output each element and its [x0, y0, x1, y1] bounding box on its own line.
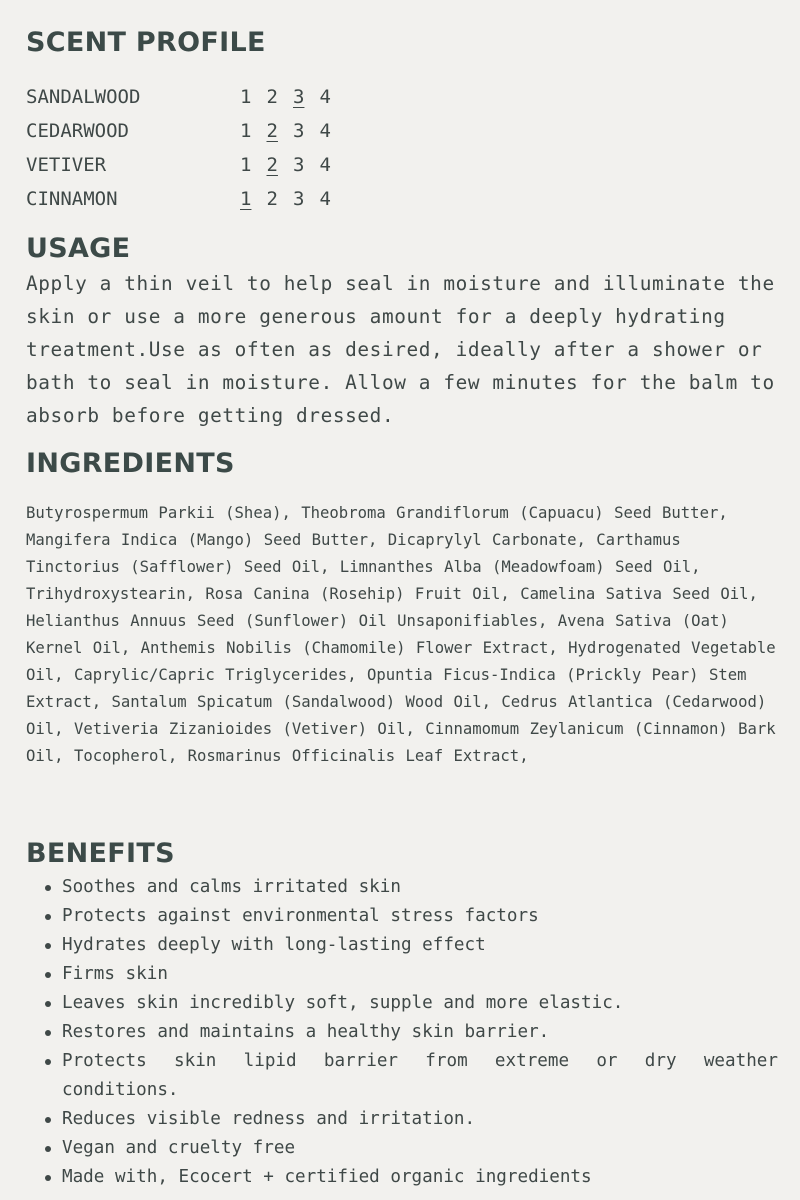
benefit-item: Hydrates deeply with long-lasting effect	[62, 931, 778, 960]
scent-name: CINNAMON	[26, 188, 118, 210]
scent-level: 2	[266, 120, 278, 142]
benefit-item: Protects against environmental stress factors	[62, 902, 778, 931]
scent-intensity-scale	[240, 188, 346, 210]
benefit-item: Protects skin lipid barrier from extreme or dry weather conditions.	[62, 1047, 778, 1105]
scent-level: 1	[240, 154, 252, 176]
scent-name: VETIVER	[26, 154, 107, 176]
benefit-item: Soothes and calms irritated skin	[62, 873, 778, 902]
scent-intensity-scale	[240, 120, 346, 142]
scent-intensity-scale	[240, 154, 346, 176]
ingredients-text: Butyrospermum Parkii (Shea), Theobroma Grandiflorum (Capuacu) Seed Butter, Mangifera Indica (Mango) Seed Butter, Dicaprylyl Carbonate, Carthamus Tinctorius (Safflower) Seed Oil, Limnanthes Alba (Meadowfoam) Seed Oil, Trihydroxystearin, Rosa Canina (Rosehip) Fruit Oil, Camelina Sativa Seed Oil, Helianthus Annuus Seed (Sunflower) Oil Unsaponifiables, Avena Sativa (Oat) Kernel Oil, Anthemis Nobilis (Chamomile) Flower Extract, Hydrogenated Vegetable Oil, Caprylic/Capric Triglycerides, Opuntia Ficus-Indica (Prickly Pear) Stem Extract, Santalum Spicatum (Sandalwood) Wood Oil, Cedrus Atlantica (Cedarwood) Oil, Vetiveria Zizanioides (Vetiver) Oil, Cinnamomum Zeylanicum (Cinnamon) Bark Oil, Tocopherol, Rosmarinus Officinalis Leaf Extract,	[26, 504, 776, 765]
scent-name: CEDARWOOD	[26, 120, 129, 142]
scent-level: 2	[266, 154, 278, 176]
scent-level: 1	[240, 86, 252, 108]
scent-level: 3	[293, 188, 305, 210]
benefits-heading: BENEFITS	[26, 838, 175, 869]
scent-level: 4	[319, 120, 331, 142]
benefit-item: Vegan and cruelty free	[62, 1134, 778, 1163]
scent-profile-heading: SCENT PROFILE	[26, 27, 266, 58]
scent-level: 3	[293, 86, 305, 108]
scent-level: 1	[240, 120, 252, 142]
scent-level: 3	[293, 120, 305, 142]
scent-row	[26, 80, 346, 114]
scent-name: SANDALWOOD	[26, 86, 141, 108]
scent-level: 2	[266, 86, 278, 108]
scent-row	[26, 148, 346, 182]
scent-level: 4	[319, 86, 331, 108]
scent-level: 3	[293, 154, 305, 176]
benefit-item: Leaves skin incredibly soft, supple and more elastic.	[62, 989, 778, 1018]
usage-heading: USAGE	[26, 233, 131, 264]
benefits-list	[26, 873, 778, 1192]
benefit-item: Firms skin	[62, 960, 778, 989]
benefit-item: Restores and maintains a healthy skin barrier.	[62, 1018, 778, 1047]
scent-profile-table	[26, 80, 346, 216]
scent-row	[26, 182, 346, 216]
scent-level: 4	[319, 154, 331, 176]
scent-intensity-scale	[240, 86, 346, 108]
scent-level: 1	[240, 188, 252, 210]
scent-level: 2	[266, 188, 278, 210]
usage-text: Apply a thin veil to help seal in moisture and illuminate the skin or use a more generous amount for a deeply hydrating treatment.Use as often as desired, ideally after a shower or bath to seal in moisture. Allow a few minutes for the balm to absorb before getting dressed.	[26, 272, 775, 427]
scent-row	[26, 114, 346, 148]
benefit-item: Made with, Ecocert + certified organic ingredients	[62, 1163, 778, 1192]
ingredients-heading: INGREDIENTS	[26, 448, 235, 479]
scent-level: 4	[319, 188, 331, 210]
benefit-item: Reduces visible redness and irritation.	[62, 1105, 778, 1134]
